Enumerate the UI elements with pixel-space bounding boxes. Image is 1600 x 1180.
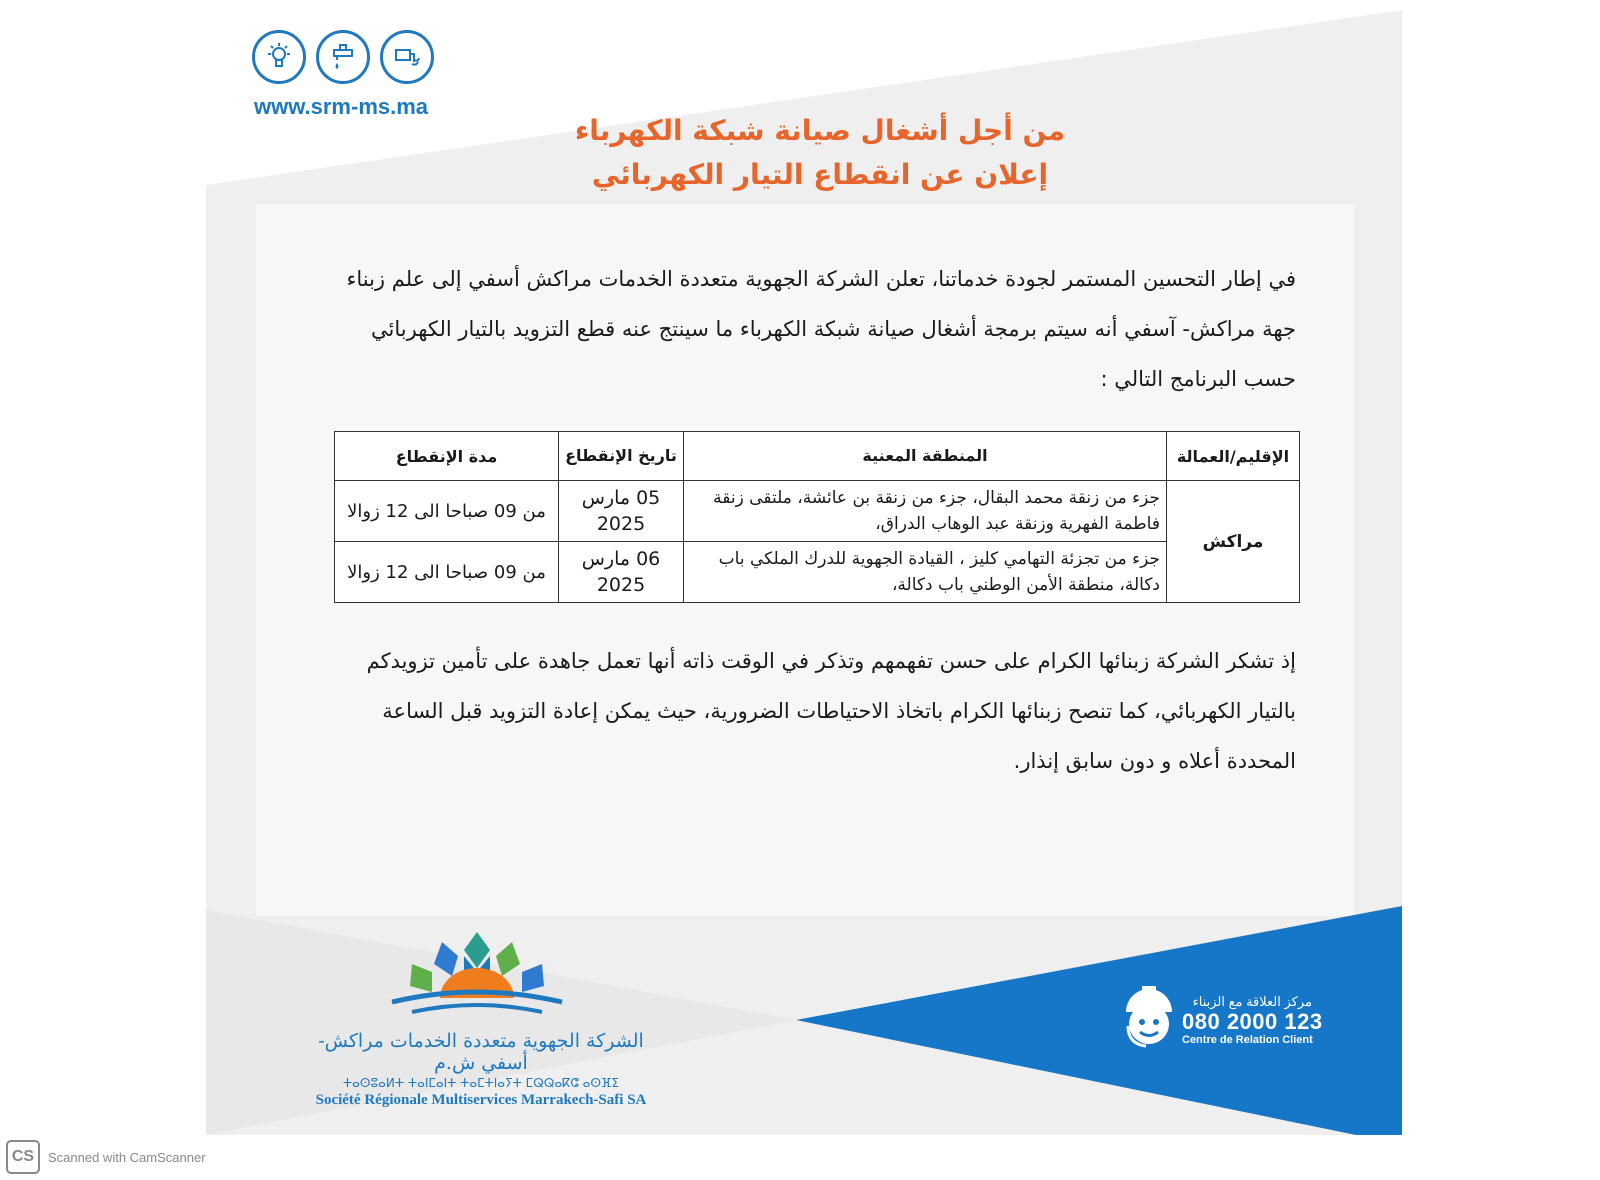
closing-paragraph [330,636,1296,786]
intro-line: جهة مراكش- آسفي أنه سيتم برمجة أشغال صيانة شبكة الكهرباء ما سينتج عنه قطع التزويد بالتيار الكهربائي [371,317,1296,341]
company-name-french: Société Régionale Multiservices Marrakech-Safi SA [315,1092,647,1108]
lightbulb-icon [252,30,306,84]
outage-schedule-table [334,431,1300,603]
notice-title-line1: من أجل أشغال صيانة شبكة الكهرباء [574,114,1066,147]
table-header-row [335,432,1300,481]
scanner-text: Scanned with CamScanner [48,1149,206,1165]
zone-cell: جزء من تجزئة التهامي كليز ، القيادة الجهوية للدرك الملكي باب دكالة، منطقة الأمن الوطني باب دكالة، [684,542,1167,603]
header-region: الإقليم/العمالة [1167,432,1300,481]
company-name-tifinagh: ⵜⴰⵙⵓⴰⵍⵜ ⵜⴰⵏⵎⴰⵏⵜ ⵜⴰⵎⵜⵏⴰⵢⵜ ⵎⵕⵕⴰⴽⵛ ⴰⵙⴼⵉ [342,1076,620,1090]
date-year: 2025 [596,513,646,535]
intro-line: حسب البرنامج التالي : [1100,367,1296,391]
zone-cell: جزء من زنقة محمد البقال، جزء من زنقة بن عائشة، ملتقى زنقة فاطمة الفهرية وزنقة عبد الوهاب الدراق، [684,481,1167,542]
closing-line: المحددة أعلاه و دون سابق إنذار. [1013,749,1296,773]
date-day: 06 مارس [581,548,661,570]
date-cell [559,542,684,603]
call-center-number: 080 2000 123 [1182,1009,1323,1034]
duration-cell: من 09 صباحا الى 12 زوالا [335,542,559,603]
header-duration: مدة الإنقطاع [335,432,559,481]
date-cell [559,481,684,542]
table-row [335,481,1300,542]
date-day: 05 مارس [581,487,661,509]
website-url: www.srm-ms.ma [254,94,429,119]
region-cell: مراكش [1167,481,1300,603]
header-zone: المنطقة المعنية [684,432,1167,481]
service-icons [252,30,434,84]
company-name-block [296,1030,666,1109]
customer-service-block [1182,994,1323,1046]
call-center-arabic: مركز العلاقة مع الزبناء [1192,994,1312,1009]
sanitation-icon [380,30,434,84]
call-center-french: Centre de Relation Client [1182,1034,1313,1046]
table-row [335,542,1300,603]
closing-line: بالتيار الكهربائي، كما تنصح زبنائها الكرام باتخاذ الاحتياطات الضرورية، حيث يمكن إعادة التزويد قبل الساعة [382,699,1296,723]
water-tap-icon [316,30,370,84]
duration-cell: من 09 صباحا الى 12 زوالا [335,481,559,542]
intro-paragraph [330,254,1296,404]
notice-title-line2: إعلان عن انقطاع التيار الكهربائي [591,158,1049,191]
camscanner-logo: CS [6,1140,40,1174]
intro-line: في إطار التحسين المستمر لجودة خدماتنا، تعلن الشركة الجهوية متعددة الخدمات مراكش أسفي إلى علم زبناء [346,267,1296,291]
customer-agent-icon [1118,982,1180,1052]
date-year: 2025 [596,574,646,596]
company-logo [382,930,572,1030]
header-date: تاريخ الإنقطاع [559,432,684,481]
scanner-watermark [6,1140,206,1174]
company-name-arabic: الشركة الجهوية متعددة الخدمات مراكش- أسفي ش.م [318,1030,644,1074]
closing-line: إذ تشكر الشركة زبنائها الكرام على حسن تفهمهم وتذكر في الوقت ذاته أنها تعمل جاهدة على تأمين تزويدكم [366,649,1296,673]
